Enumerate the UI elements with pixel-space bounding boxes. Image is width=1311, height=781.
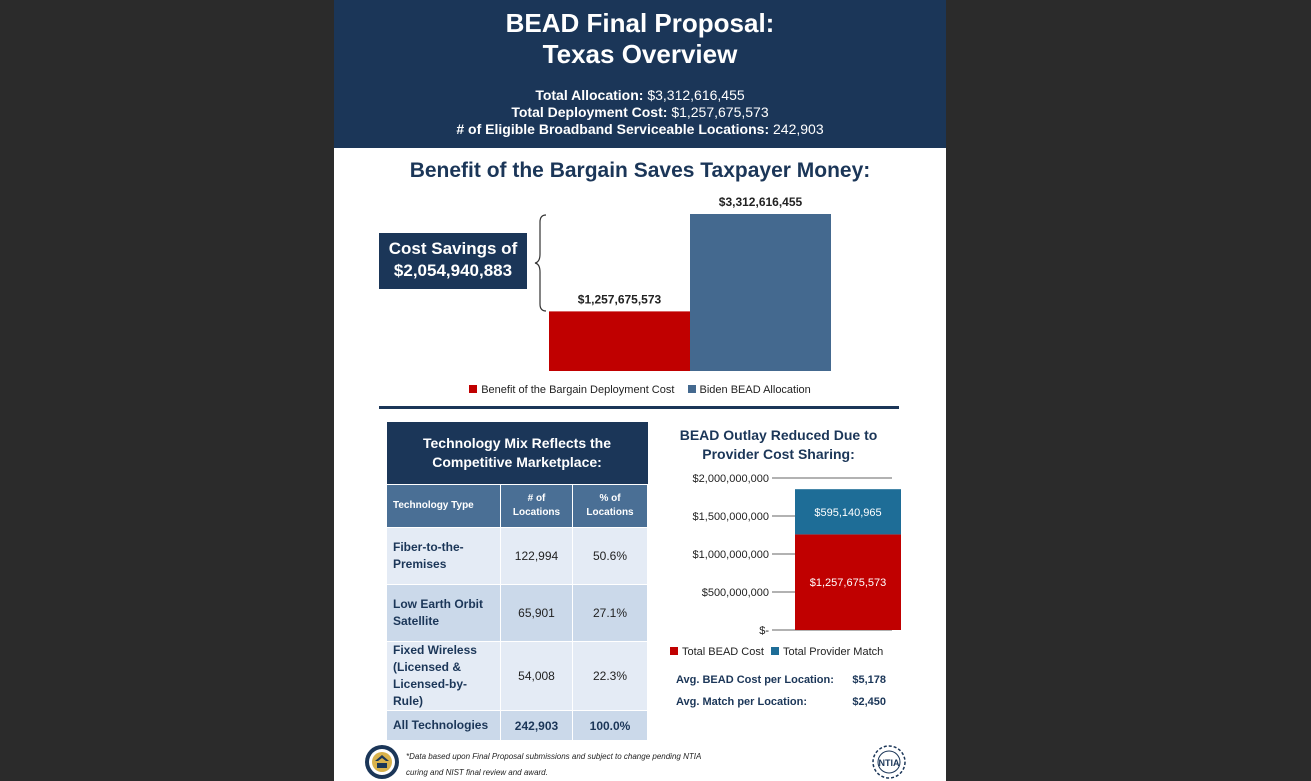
locations-cell: 65,901 [501,585,573,642]
outlay-title-line2: Provider Cost Sharing: [702,446,855,462]
legend-label: Total Provider Match [782,646,884,658]
technology-name-line: Low Earth Orbit [393,597,483,611]
savings-bar-chart [534,190,834,375]
legend-item-deployment-cost [469,384,674,396]
y-tick-label: $500,000,000 [701,587,769,599]
percent-cell: 27.1% [573,585,648,642]
header-banner [334,0,946,148]
cost-savings-callout [379,233,527,289]
ntia-logo-text: NTIA [878,758,900,768]
total-allocation-label: Total Allocation: [535,87,644,103]
savings-chart-legend [334,384,946,396]
locations-cell: 54,008 [501,642,573,711]
cost-savings-label: Cost Savings of [388,239,518,258]
legend-label: Biden BEAD Allocation [699,384,811,396]
page-title-line2: Texas Overview [542,39,738,69]
table-title [387,422,648,485]
legend-label: Total BEAD Cost [682,646,764,658]
avg-bead-cost [676,674,886,686]
avg-match-label: Avg. Match per Location: [676,696,807,708]
technology-mix-table [386,422,648,741]
table-row [387,642,648,711]
column-header-line: # of [527,493,546,504]
technology-name [387,642,501,711]
column-header-percent [573,485,648,528]
column-header-line: Locations [586,507,634,518]
avg-bead-cost-label: Avg. BEAD Cost per Location: [676,674,834,686]
percent-cell: 50.6% [573,528,648,585]
total-locations: 242,903 [501,711,573,741]
table-total-row [387,711,648,741]
total-allocation [334,87,946,104]
avg-match [676,696,886,708]
legend-swatch-teal [771,647,779,655]
technology-name-line: Rule) [393,694,423,708]
y-tick-label: $- [759,625,769,637]
eligible-locations [334,121,946,138]
technology-name-line: Licensed-by- [393,677,468,691]
technology-name-line: Fixed Wireless [393,643,477,657]
total-percent: 100.0% [573,711,648,741]
y-tick-label: $1,500,000,000 [692,511,769,523]
eligible-locations-label: # of Eligible Broadband Serviceable Locations: [456,121,770,137]
outlay-section-title [656,426,901,464]
percent-cell: 22.3% [573,642,648,711]
technology-name [387,528,501,585]
table-row [387,585,648,642]
outlay-stacked-chart [644,468,914,643]
technology-name-line: Fiber-to-the- [393,540,464,554]
bar-allocation [690,214,831,371]
savings-section-title: Benefit of the Bargain Saves Taxpayer Money: [409,159,871,182]
segment-label: $1,257,675,573 [809,577,887,590]
footnote-line: curing and NIST final review and award. [406,768,548,777]
avg-match-value: $2,450 [852,696,886,708]
total-allocation-value: $3,312,616,455 [647,87,745,103]
y-tick-label: $1,000,000,000 [692,549,769,561]
footnote [406,749,736,781]
data-label: $3,312,616,455 [718,195,803,209]
column-header-type: Technology Type [387,485,501,528]
deployment-cost-label: Total Deployment Cost: [511,104,668,120]
column-header-locations [501,485,573,528]
column-header-line: Locations [512,507,561,518]
avg-bead-cost-value: $5,178 [852,674,886,686]
cost-savings-value: $2,054,940,883 [393,261,513,280]
legend-item-allocation [688,384,811,396]
legend-swatch-red [670,647,678,655]
page-title-line1: BEAD Final Proposal: [505,8,775,38]
section-divider [379,406,899,409]
bar-deployment-cost [549,311,690,371]
footnote-line: *Data based upon Final Proposal submissions and subject to change pending NTIA [406,752,702,761]
proposal-page [334,0,946,781]
technology-name [387,585,501,642]
column-header-line: % of [599,493,621,504]
legend-label: Benefit of the Bargain Deployment Cost [481,384,675,396]
legend-item-provider-match [771,646,883,658]
data-label: $1,257,675,573 [577,292,662,307]
outlay-title-line1: BEAD Outlay Reduced Due to [679,427,878,443]
deployment-cost-value: $1,257,675,573 [671,104,769,120]
technology-name-line: Premises [393,557,447,571]
eligible-locations-value: 242,903 [773,121,824,137]
total-name: All Technologies [387,711,501,741]
table-title-line2: Competitive Marketplace: [432,454,602,470]
legend-swatch-red [469,385,477,393]
table-title-line1: Technology Mix Reflects the [423,435,611,451]
deployment-cost [334,104,946,121]
technology-name-line: Satellite [393,614,440,628]
commerce-seal-icon [364,744,400,780]
legend-item-bead-cost [670,646,764,658]
locations-cell: 122,994 [501,528,573,585]
technology-name-line: (Licensed & [393,660,462,674]
legend-swatch-blue [688,385,696,393]
ntia-logo-icon [871,744,907,780]
y-tick-label: $2,000,000,000 [692,473,769,485]
outlay-chart-legend [670,646,887,658]
segment-label: $595,140,965 [814,506,882,519]
table-row [387,528,648,585]
